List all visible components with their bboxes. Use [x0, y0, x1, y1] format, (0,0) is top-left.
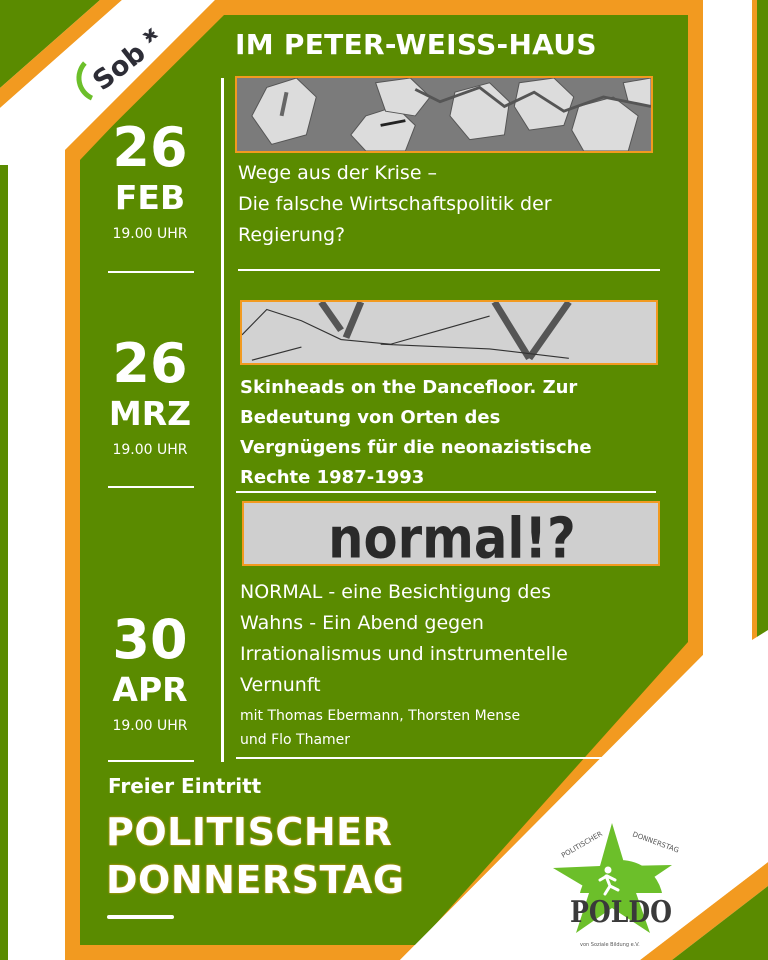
- event-3-time: 19.00 UHR: [112, 718, 188, 734]
- event-2-date: [100, 334, 200, 460]
- event-2-date-underline: [108, 486, 194, 488]
- poldo-arc-right: DONNERSTAG: [631, 830, 681, 855]
- hexagon-arrows-photo: [237, 78, 651, 151]
- event-2-time: 19.00 UHR: [112, 442, 188, 458]
- poldo-subtitle: von Soziale Bildung e.V.: [580, 942, 640, 948]
- event-1-time: 19.00 UHR: [112, 226, 188, 242]
- event-3-speakers-line: und Flo Thamer: [240, 732, 351, 748]
- series-title-underline: [107, 915, 174, 919]
- event-3-month: APR: [112, 670, 188, 709]
- venue-title: IM PETER-WEISS-HAUS: [235, 28, 597, 61]
- event-2-title-line: Rechte 1987-1993: [240, 467, 425, 488]
- event-3-day: 30: [112, 608, 188, 671]
- event-3-title-line: Wahns - Ein Abend gegen: [240, 612, 484, 634]
- poldo-wordmark: POLDO: [570, 895, 672, 930]
- series-title-line-1: POLITISCHER: [106, 810, 393, 854]
- event-1-title-line: Die falsche Wirtschaftspolitik der: [238, 193, 552, 215]
- event-3-title: [240, 577, 568, 701]
- timeline-divider: [221, 78, 224, 762]
- event-1-separator: [238, 269, 660, 271]
- normal-graffiti-text: normal!?: [328, 504, 576, 564]
- normal-graffiti-banner: [244, 503, 658, 564]
- event-3-date-underline: [108, 760, 194, 762]
- event-1-day: 26: [112, 116, 188, 179]
- event-3-separator: [236, 757, 636, 759]
- svg-text:Sob: Sob: [87, 37, 152, 98]
- admission-note: Freier Eintritt: [108, 774, 262, 798]
- event-3-date: [100, 610, 200, 736]
- right-edge-strip: [757, 0, 768, 684]
- event-2-title-line: Skinheads on the Dancefloor. Zur: [240, 377, 578, 398]
- event-3-image: [242, 501, 660, 566]
- event-1-date: [100, 118, 200, 244]
- event-1-month: FEB: [114, 178, 186, 217]
- event-1-title-line: Regierung?: [238, 224, 346, 246]
- event-2-day: 26: [112, 332, 188, 395]
- event-2-title-line: Bedeutung von Orten des: [240, 407, 501, 428]
- event-1-title-line: Wege aus der Krise –: [238, 162, 438, 184]
- series-title-line-2: DONNERSTAG: [106, 858, 405, 902]
- event-2-title: [240, 373, 592, 493]
- event-2-title-line: Vergnügens für die neonazistische: [240, 437, 592, 458]
- event-1-image: [235, 76, 653, 153]
- event-3-speakers: [240, 704, 520, 752]
- event-3-title-line: Vernunft: [240, 674, 321, 696]
- event-2-separator: [236, 491, 656, 493]
- poldo-logo: [550, 818, 690, 954]
- svg-text:ӿ: ӿ: [136, 20, 162, 48]
- event-1-date-underline: [108, 271, 194, 273]
- event-3-speakers-line: mit Thomas Ebermann, Thorsten Mense: [240, 708, 521, 724]
- event-3-title-line: NORMAL - eine Besichtigung des: [240, 581, 552, 603]
- event-2-month: MRZ: [108, 394, 192, 433]
- left-edge-strip: [0, 165, 8, 960]
- event-1-title: [238, 158, 552, 251]
- event-2-image: [240, 300, 658, 365]
- event-3-title-line: Irrationalismus und instrumentelle: [240, 643, 568, 665]
- poldo-arc-left: POLITISCHER: [560, 829, 604, 860]
- cracked-floor-photo: [242, 302, 656, 363]
